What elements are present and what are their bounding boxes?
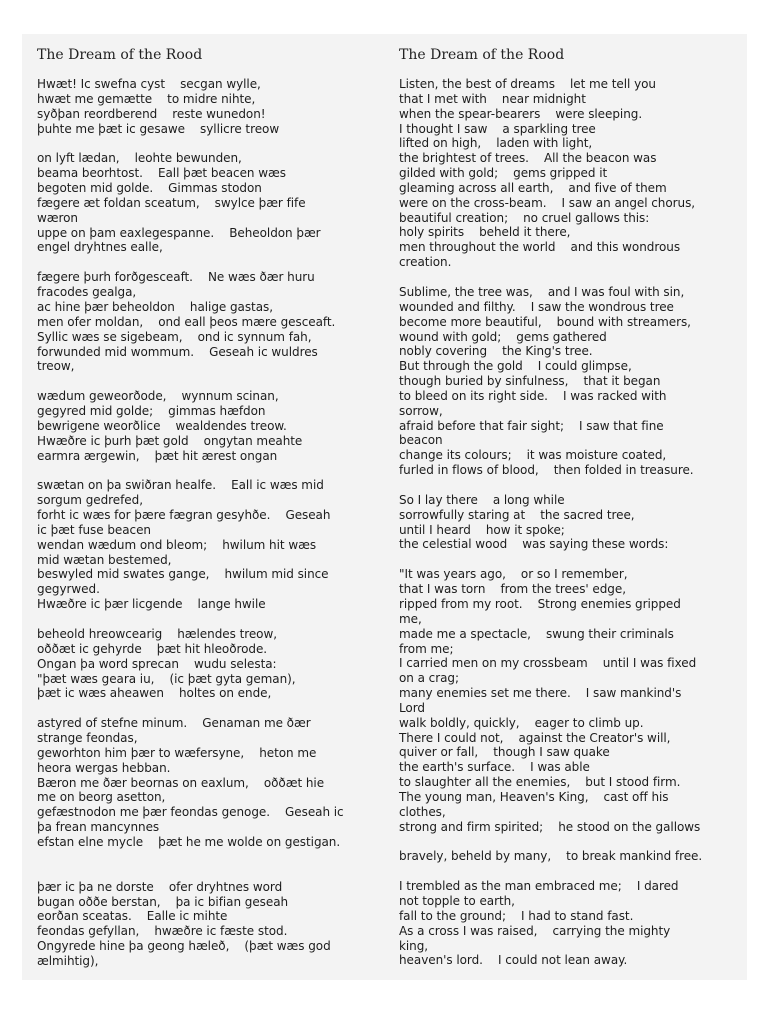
old-english-stanzas bbox=[37, 77, 377, 969]
verse-line: until I heard how it spoke; bbox=[399, 522, 565, 537]
verse-line: fall to the ground; I had to stand fast. bbox=[399, 908, 634, 923]
verse-line: beautiful creation; no cruel gallows this: bbox=[399, 210, 650, 225]
verse-line: though buried by sinfulness, that it began bbox=[399, 374, 661, 389]
document-page bbox=[22, 34, 747, 980]
verse-line: sorrow, bbox=[399, 403, 443, 418]
verse-line: "It was years ago, or so I remember, bbox=[399, 567, 628, 582]
verse-line: on a crag; bbox=[399, 671, 459, 686]
verse-line: nobly covering the King's tree. bbox=[399, 344, 593, 359]
verse-line: gegyred mid golde; gimmas hæfdon bbox=[37, 404, 266, 419]
verse-line: sorrowfully staring at the sacred tree, bbox=[399, 507, 635, 522]
verse-line: mid wætan bestemed, bbox=[37, 552, 172, 567]
verse-line: Hwæt! Ic swefna cyst secgan wylle, bbox=[37, 77, 261, 91]
verse-line: the brightest of trees. All the beacon was bbox=[399, 151, 657, 166]
verse-line: change its colours; it was moisture coated, bbox=[399, 448, 667, 463]
verse-line: made me a spectacle, swung their criminals bbox=[399, 626, 674, 641]
verse-line: "þæt wæs geara iu, (ic þæt gyta geman), bbox=[37, 671, 296, 686]
verse-line: strange feondas, bbox=[37, 731, 138, 746]
verse-line: ac hine þær beheoldon halige gastas, bbox=[37, 299, 273, 314]
verse-line: not topple to earth, bbox=[399, 894, 515, 909]
modern-english-title: The Dream of the Rood bbox=[399, 47, 565, 63]
verse-line: furled in flows of blood, then folded in treasure. bbox=[399, 463, 694, 478]
verse-line: I trembled as the man embraced me; I dared bbox=[399, 879, 679, 894]
verse-line: bewrigene weorðlice wealdendes treow. bbox=[37, 418, 287, 433]
verse-line: syðþan reordberend reste wunedon! bbox=[37, 106, 266, 121]
verse-line: hwæt me gemætte to midre nihte, bbox=[37, 91, 256, 106]
verse-line: when the spear-bearers were sleeping. bbox=[399, 106, 643, 121]
verse-line: fracodes gealga, bbox=[37, 285, 137, 300]
verse-line: Listen, the best of dreams let me tell you bbox=[399, 77, 656, 91]
verse-line: beacon bbox=[399, 433, 443, 448]
verse-line: the celestial wood was saying these words: bbox=[399, 537, 669, 552]
stanza bbox=[37, 389, 377, 463]
verse-line bbox=[37, 865, 377, 880]
stanza bbox=[37, 716, 377, 850]
stanza bbox=[399, 493, 739, 552]
verse-line: creation. bbox=[399, 255, 452, 270]
verse-line: clothes, bbox=[399, 804, 446, 819]
verse-line: that I met with near midnight bbox=[399, 91, 586, 106]
verse-line bbox=[399, 835, 739, 850]
verse-line: Sublime, the tree was, and I was foul with sin, bbox=[399, 284, 685, 299]
verse-line: feondas gefyllan, hwæðre ic fæste stod. bbox=[37, 924, 288, 939]
old-english-column bbox=[37, 46, 377, 984]
verse-line: men ofer moldan, ond eall þeos mære gesceaft. bbox=[37, 314, 336, 329]
verse-line: So I lay there a long while bbox=[399, 492, 565, 507]
verse-line: wound with gold; gems gathered bbox=[399, 329, 607, 344]
verse-line: I carried men on my crossbeam until I was fixed bbox=[399, 656, 697, 671]
verse-line: þa frean mancynnes bbox=[37, 820, 160, 835]
stanza bbox=[399, 285, 739, 478]
verse-line: bravely, beheld by many, to break mankind free. bbox=[399, 849, 703, 864]
verse-line: I thought I saw a sparkling tree bbox=[399, 121, 596, 136]
verse-line: men throughout the world and this wondrous bbox=[399, 240, 681, 255]
verse-line: walk boldly, quickly, eager to climb up. bbox=[399, 715, 644, 730]
verse-line: swætan on þa swiðran healfe. Eall ic wæs mid bbox=[37, 478, 324, 493]
stanza bbox=[37, 270, 377, 374]
verse-line: The young man, Heaven's King, cast off his bbox=[399, 789, 669, 804]
stanza bbox=[37, 627, 377, 701]
stanza bbox=[399, 77, 739, 270]
verse-line: quiver or fall, though I saw quake bbox=[399, 745, 610, 760]
verse-line: afraid before that fair sight; I saw that fine bbox=[399, 418, 664, 433]
verse-line: engel dryhtnes ealle, bbox=[37, 240, 163, 255]
verse-line: þuhte me þæt ic gesawe syllicre treow bbox=[37, 121, 280, 136]
stanza bbox=[37, 151, 377, 255]
verse-line: beama beorhtost. Eall þæt beacen wæs bbox=[37, 166, 286, 181]
verse-line: strong and firm spirited; he stood on the gallows bbox=[399, 819, 701, 834]
stanza bbox=[399, 567, 739, 864]
stanza bbox=[37, 478, 377, 612]
verse-line: become more beautiful, bound with streamers, bbox=[399, 314, 691, 329]
verse-line: fægere æt foldan sceatum, swylce þær fife bbox=[37, 195, 306, 210]
verse-line: wæron bbox=[37, 210, 78, 225]
verse-line: Bæron me ðær beornas on eaxlum, oððæt hie bbox=[37, 775, 325, 790]
verse-line: begoten mid golde. Gimmas stodon bbox=[37, 181, 262, 196]
verse-line: from me; bbox=[399, 641, 454, 656]
verse-line: treow, bbox=[37, 359, 75, 374]
verse-line: þæt ic wæs aheawen holtes on ende, bbox=[37, 686, 272, 701]
verse-line: beswyled mid swates gange, hwilum mid since bbox=[37, 567, 329, 582]
verse-line: ripped from my root. Strong enemies gripped bbox=[399, 597, 681, 611]
verse-line: beheold hreowcearig hælendes treow, bbox=[37, 627, 277, 641]
stanza bbox=[37, 77, 377, 136]
verse-line: gilded with gold; gems gripped it bbox=[399, 166, 608, 181]
verse-line: holy spirits beheld it there, bbox=[399, 225, 571, 240]
verse-line: wendan wædum ond bleom; hwilum hit wæs bbox=[37, 537, 317, 552]
stanza bbox=[399, 879, 739, 968]
verse-line: to bleed on its right side. I was racked with bbox=[399, 388, 667, 403]
verse-line: bugan oððe berstan, þa ic bifian geseah bbox=[37, 894, 289, 909]
verse-line: But through the gold I could glimpse, bbox=[399, 359, 632, 374]
modern-english-stanzas bbox=[399, 77, 739, 968]
verse-line: lifted on high, laden with light, bbox=[399, 136, 593, 151]
verse-line: Ongan þa word sprecan wudu selesta: bbox=[37, 656, 277, 671]
verse-line: fægere þurh forðgesceaft. Ne wæs ðær huru bbox=[37, 270, 315, 285]
verse-line: forht ic wæs for þære fægran gesyhðe. Geseah bbox=[37, 508, 331, 523]
verse-line: heora wergas hebban. bbox=[37, 760, 171, 775]
verse-line: heaven's lord. I could not lean away. bbox=[399, 953, 628, 968]
verse-line: As a cross I was raised, carrying the mighty bbox=[399, 923, 671, 938]
old-english-title: The Dream of the Rood bbox=[37, 47, 203, 63]
verse-line: gegyrwed. bbox=[37, 582, 100, 597]
verse-line: the earth's surface. I was able bbox=[399, 760, 590, 775]
verse-line: gefæstnodon me þær feondas genoge. Geseah ic bbox=[37, 805, 344, 820]
verse-line: gleaming across all earth, and five of them bbox=[399, 180, 667, 195]
verse-line: me, bbox=[399, 611, 422, 626]
verse-line: earmra ærgewin, þæt hit ærest ongan bbox=[37, 448, 278, 463]
verse-line: eorðan sceatas. Ealle ic mihte bbox=[37, 909, 228, 924]
verse-line: me on beorg asetton, bbox=[37, 790, 166, 805]
verse-line: ic þæt fuse beacen bbox=[37, 522, 151, 537]
verse-line: sorgum gedrefed, bbox=[37, 493, 143, 508]
verse-line: geworhton him þær to wæfersyne, heton me bbox=[37, 745, 317, 760]
stanza bbox=[37, 865, 377, 969]
verse-line: wounded and filthy. I saw the wondrous tree bbox=[399, 299, 674, 314]
verse-line: efstan elne mycle þæt he me wolde on gestigan. bbox=[37, 834, 341, 849]
verse-line: Lord bbox=[399, 700, 425, 715]
verse-line: Syllic wæs se sigebeam, ond ic synnum fah, bbox=[37, 329, 312, 344]
verse-line: ælmihtig), bbox=[37, 953, 99, 968]
verse-line: many enemies set me there. I saw mankind's bbox=[399, 686, 682, 701]
verse-line: forwunded mid wommum. Geseah ic wuldres bbox=[37, 344, 318, 359]
verse-line: There I could not, against the Creator's will, bbox=[399, 730, 671, 745]
verse-line: on lyft lædan, leohte bewunden, bbox=[37, 151, 242, 166]
verse-line: oððæt ic gehyrde þæt hit hleoðrode. bbox=[37, 641, 268, 656]
verse-line: Hwæðre ic þær licgende lange hwile bbox=[37, 597, 266, 612]
verse-line: to slaughter all the enemies, but I stood firm. bbox=[399, 775, 681, 790]
verse-line: astyred of stefne minum. Genaman me ðær bbox=[37, 716, 311, 731]
verse-line: þær ic þa ne dorste ofer dryhtnes word bbox=[37, 879, 283, 894]
verse-line: Hwæðre ic þurh þæt gold ongytan meahte bbox=[37, 433, 303, 448]
verse-line: uppe on þam eaxlegespanne. Beheoldon þær bbox=[37, 225, 321, 240]
verse-line: wædum geweorðode, wynnum scinan, bbox=[37, 389, 279, 404]
verse-line: that I was torn from the trees' edge, bbox=[399, 582, 626, 597]
modern-english-column bbox=[399, 46, 739, 983]
verse-line: king, bbox=[399, 938, 429, 953]
verse-line: Ongyrede hine þa geong hæleð, (þæt wæs god bbox=[37, 939, 331, 954]
verse-line: were on the cross-beam. I saw an angel chorus, bbox=[399, 195, 696, 210]
